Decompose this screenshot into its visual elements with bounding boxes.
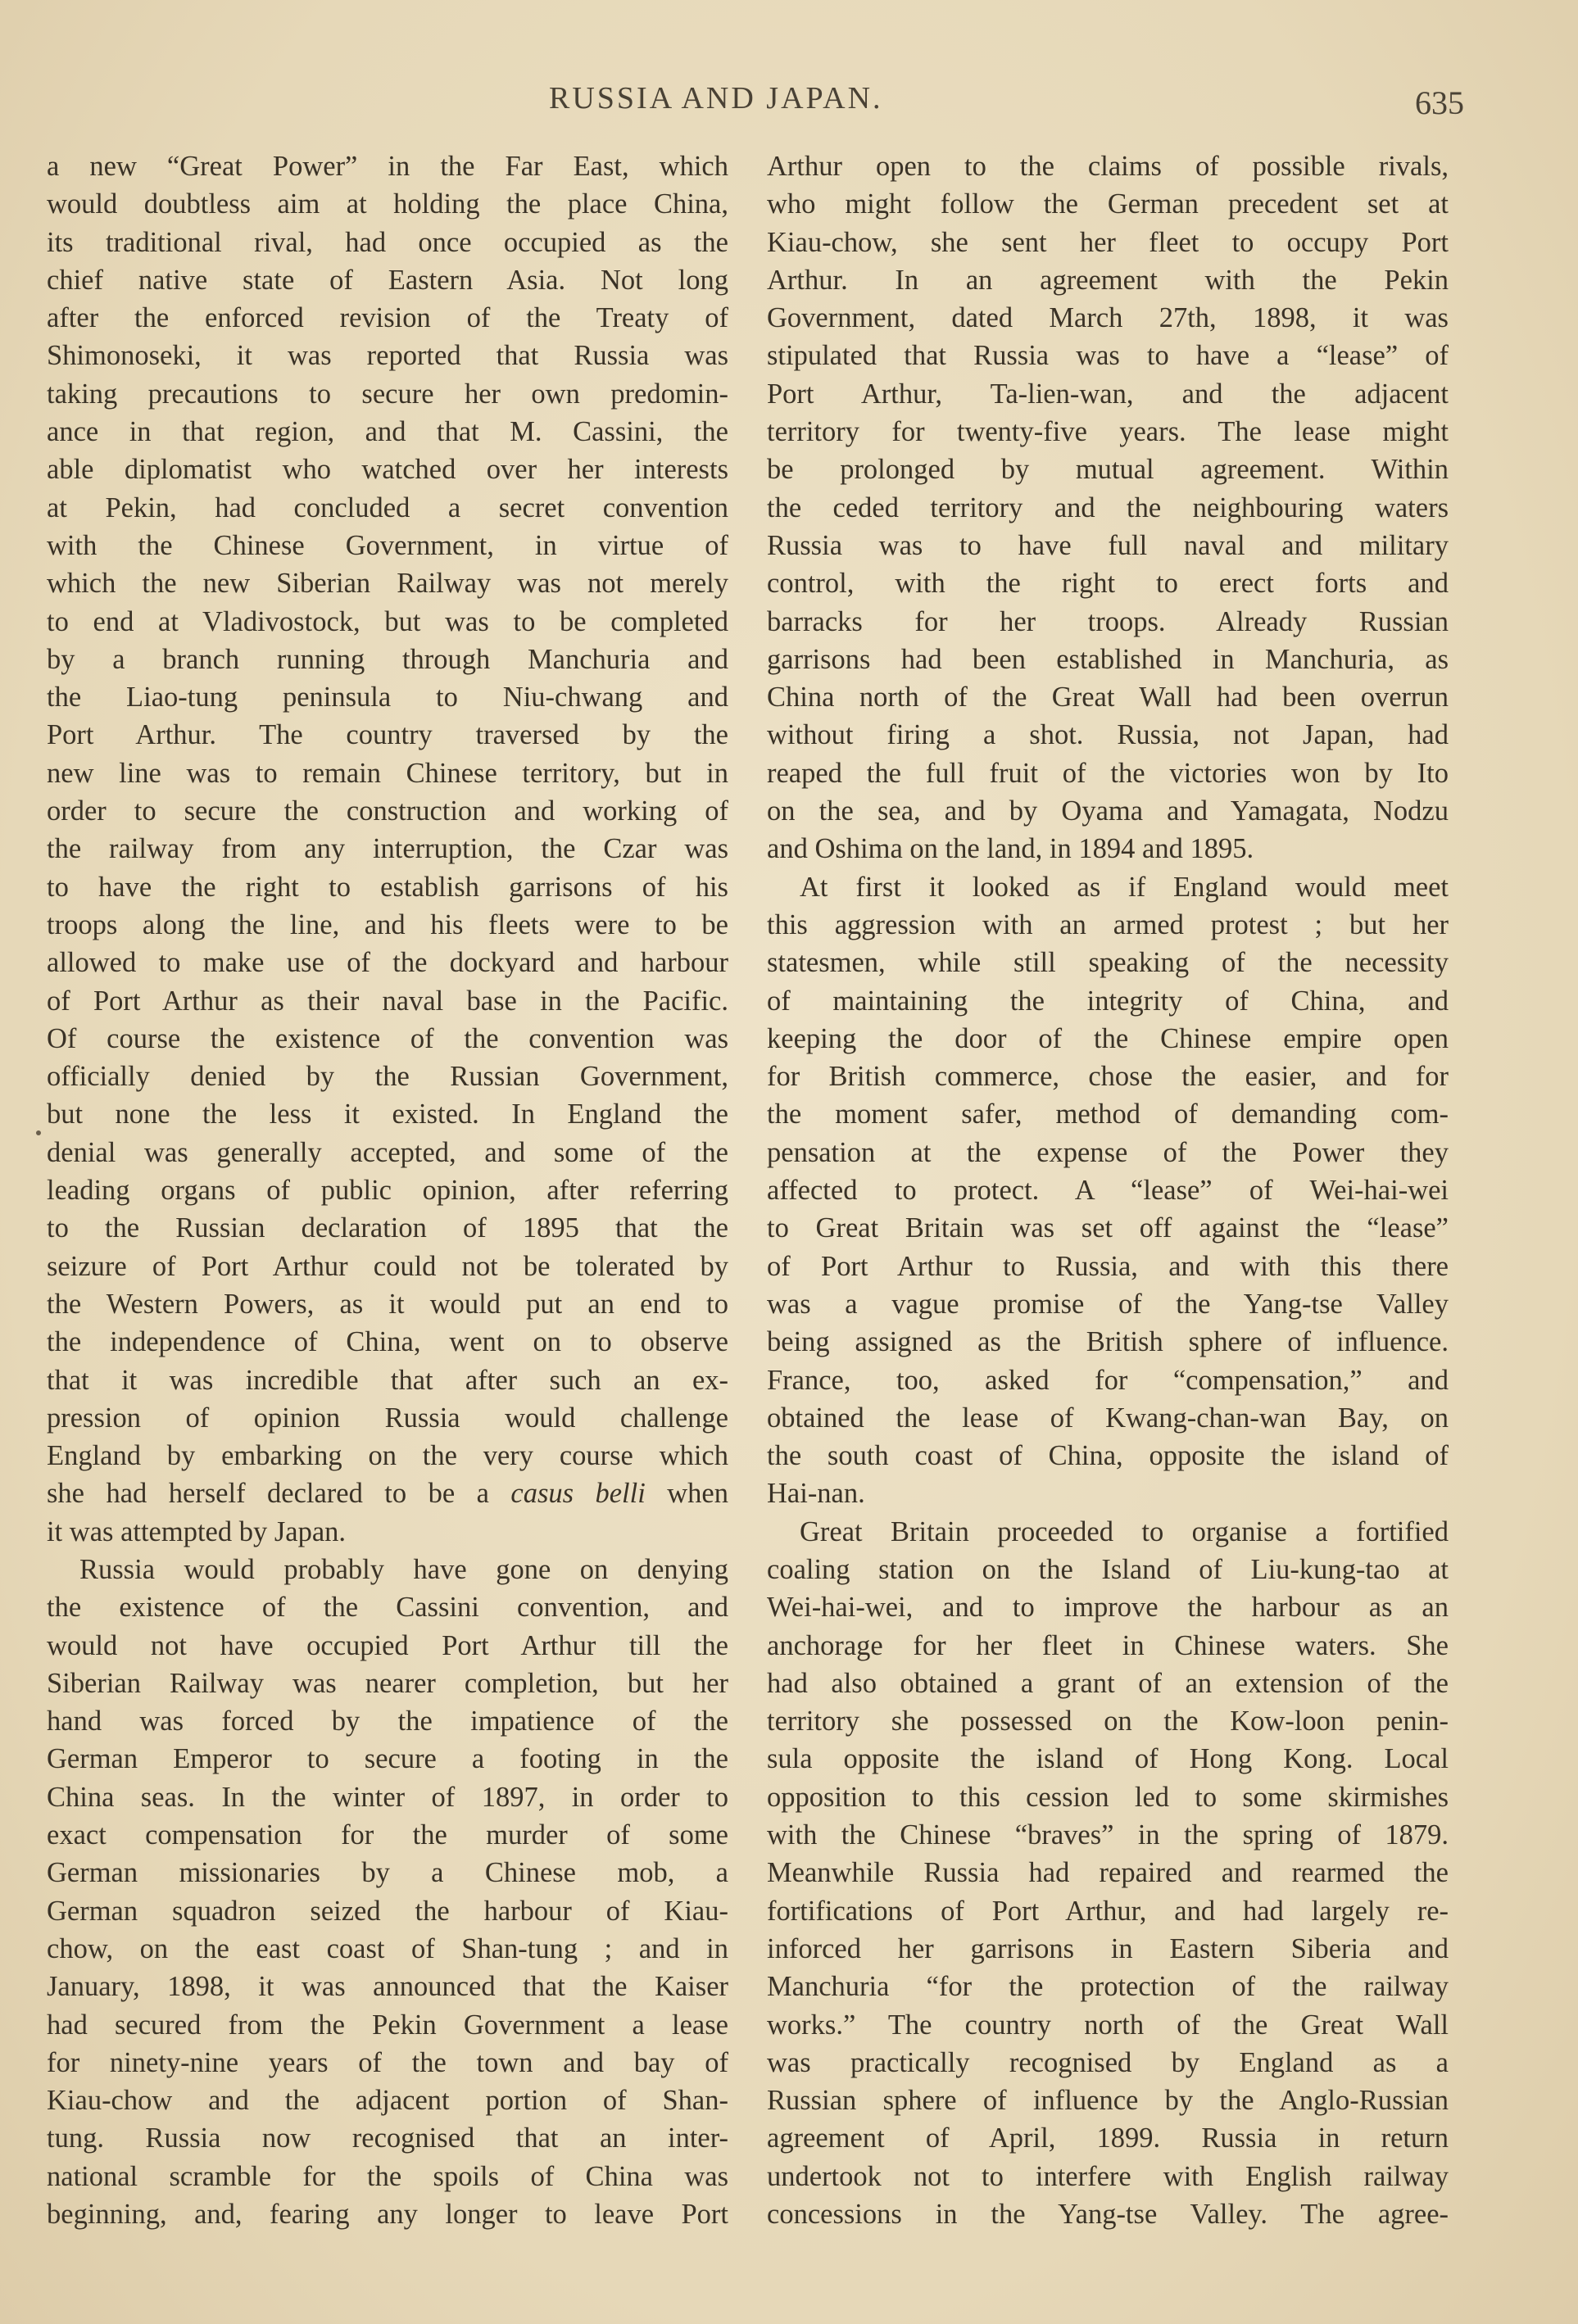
text-line: Port Arthur, Ta-lien-wan, and the adjacent <box>767 378 1449 410</box>
text-line: of Port Arthur as their naval base in the Pacific. <box>47 985 728 1017</box>
text-line: the south coast of China, opposite the island of <box>767 1440 1449 1472</box>
text-line: hand was forced by the impatience of the <box>47 1706 728 1737</box>
text-line: China seas. In the winter of 1897, in order to <box>47 1781 728 1813</box>
text-line: to Great Britain was set off against the “lease” <box>767 1212 1449 1244</box>
text-line: the Liao-tung peninsula to Niu-chwang and <box>47 682 728 714</box>
text-line: Wei-hai-wei, and to improve the harbour as an <box>767 1592 1449 1624</box>
text-line: the independence of China, went on to observe <box>47 1326 728 1358</box>
text-line: pensation at the expense of the Power they <box>767 1136 1449 1168</box>
text-line: being assigned as the British sphere of influence. <box>767 1326 1449 1358</box>
text-line: for ninety-nine years of the town and bay of <box>47 2046 728 2078</box>
text-line: exact compensation for the murder of some <box>47 1819 728 1851</box>
text-line: pression of opinion Russia would challenge <box>47 1402 728 1434</box>
text-line: that it was incredible that after such an ex- <box>47 1364 728 1396</box>
text-line: inforced her garrisons in Eastern Siberia and <box>767 1932 1449 1964</box>
text-line: obtained the lease of Kwang-chan-wan Bay, on <box>767 1402 1449 1434</box>
text-line: to have the right to establish garrisons of his <box>47 871 728 903</box>
text-line: she had herself declared to be a casus belli when <box>47 1478 728 1510</box>
text-line: Of course the existence of the convention was <box>47 1022 728 1054</box>
text-line: Meanwhile Russia had repaired and rearmed the <box>767 1857 1449 1889</box>
text-line: Kiau-chow and the adjacent portion of Shan- <box>47 2085 728 2117</box>
text-line: Russian sphere of influence by the Anglo-Russian <box>767 2085 1449 2117</box>
text-line: tung. Russia now recognised that an inter- <box>47 2122 728 2154</box>
text-line: national scramble for the spoils of China was <box>47 2160 728 2192</box>
text-line: Government, dated March 27th, 1898, it was <box>767 302 1449 334</box>
text-line: denial was generally accepted, and some of the <box>47 1136 728 1168</box>
text-line: At first it looked as if England would meet <box>800 871 1449 903</box>
text-line: Arthur. In an agreement with the Pekin <box>767 264 1449 296</box>
italic-phrase: casus belli <box>510 1478 646 1510</box>
text-line: German missionaries by a Chinese mob, a <box>47 1857 728 1889</box>
text-line: of maintaining the integrity of China, and <box>767 985 1449 1017</box>
text-line: anchorage for her fleet in Chinese waters. She <box>767 1629 1449 1661</box>
text-line: seizure of Port Arthur could not be tolerated by <box>47 1250 728 1282</box>
text-line: after the enforced revision of the Treaty of <box>47 302 728 334</box>
text-line: the existence of the Cassini convention, and <box>47 1592 728 1624</box>
text-line: on the sea, and by Oyama and Yamagata, Nodzu <box>767 795 1449 827</box>
text-line: Great Britain proceeded to organise a fortified <box>800 1515 1449 1547</box>
text-line: would not have occupied Port Arthur till the <box>47 1629 728 1661</box>
text-line: leading organs of public opinion, after referring <box>47 1175 728 1207</box>
text-line: which the new Siberian Railway was not merely <box>47 568 728 600</box>
text-line: had also obtained a grant of an extension of the <box>767 1667 1449 1699</box>
text-line: with the Chinese “braves” in the spring of 1879. <box>767 1819 1449 1851</box>
text-line: fortifications of Port Arthur, and had largely re- <box>767 1895 1449 1927</box>
text-line: and Oshima on the land, in 1894 and 1895. <box>767 833 1254 865</box>
running-head <box>0 80 1578 121</box>
text-line: territory she possessed on the Kow-loon penin- <box>767 1706 1449 1737</box>
text-line: Port Arthur. The country traversed by the <box>47 719 728 751</box>
text-line: troops along the line, and his fleets were to be <box>47 908 728 940</box>
text-line: was practically recognised by England as a <box>767 2046 1449 2078</box>
text-line: its traditional rival, had once occupied as the <box>47 226 728 258</box>
text-line: the railway from any interruption, the Czar was <box>47 833 728 865</box>
text-line: stipulated that Russia was to have a “lease” of <box>767 340 1449 372</box>
text-line: coaling station on the Island of Liu-kung-tao at <box>767 1553 1449 1585</box>
text-line: to the Russian declaration of 1895 that the <box>47 1212 728 1244</box>
text-line: to end at Vladivostock, but was to be completed <box>47 605 728 637</box>
text-line: territory for twenty-five years. The lease might <box>767 416 1449 448</box>
text-line: for British commerce, chose the easier, and for <box>767 1061 1449 1093</box>
text-line: the Western Powers, as it would put an end to <box>47 1288 728 1320</box>
text-line: China north of the Great Wall had been overrun <box>767 682 1449 714</box>
right-text-column <box>767 147 1449 2261</box>
text-line: allowed to make use of the dockyard and harbour <box>47 947 728 979</box>
text-line: order to secure the construction and working of <box>47 795 728 827</box>
text-line: agreement of April, 1899. Russia in return <box>767 2122 1449 2154</box>
text-line: be prolonged by mutual agreement. Within <box>767 454 1449 486</box>
text-line: statesmen, while still speaking of the necessity <box>767 947 1449 979</box>
text-line: affected to protect. A “lease” of Wei-hai-wei <box>767 1175 1449 1207</box>
text-line: this aggression with an armed protest ; but her <box>767 908 1449 940</box>
text-line: undertook not to interfere with English railway <box>767 2160 1449 2192</box>
text-line: January, 1898, it was announced that the Kaiser <box>47 1971 728 2003</box>
text-line: new line was to remain Chinese territory, but in <box>47 757 728 789</box>
text-line: had secured from the Pekin Government a lease <box>47 2009 728 2041</box>
text-line: keeping the door of the Chinese empire open <box>767 1022 1449 1054</box>
text-line: German squadron seized the harbour of Kiau- <box>47 1895 728 1927</box>
text-line: France, too, asked for “compensation,” and <box>767 1364 1449 1396</box>
text-line: but none the less it existed. In England the <box>47 1099 728 1130</box>
text-line: works.” The country north of the Great Wall <box>767 2009 1449 2041</box>
running-title: RUSSIA AND JAPAN. <box>549 81 883 116</box>
text-line: beginning, and, fearing any longer to leave Port <box>47 2199 728 2231</box>
text-line: opposition to this cession led to some skirmishes <box>767 1781 1449 1813</box>
text-line: it was attempted by Japan. <box>47 1515 347 1547</box>
text-line: Shimonoseki, it was reported that Russia was <box>47 340 728 372</box>
text-line: the moment safer, method of demanding com- <box>767 1099 1449 1130</box>
text-line: garrisons had been established in Manchuria, as <box>767 643 1449 675</box>
text-line: at Pekin, had concluded a secret convention <box>47 492 728 523</box>
text-line: ance in that region, and that M. Cassini, the <box>47 416 728 448</box>
page-number: 635 <box>1415 84 1464 121</box>
text-line: was a vague promise of the Yang-tse Valley <box>767 1288 1449 1320</box>
text-line: the ceded territory and the neighbouring waters <box>767 492 1449 523</box>
text-line: concessions in the Yang-tse Valley. The agree- <box>767 2199 1449 2231</box>
ink-speck <box>36 1130 41 1135</box>
text-line: Hai-nan. <box>767 1478 865 1510</box>
text-line: by a branch running through Manchuria and <box>47 643 728 675</box>
text-line: Kiau-chow, she sent her fleet to occupy Port <box>767 226 1449 258</box>
text-line: officially denied by the Russian Government, <box>47 1061 728 1093</box>
text-line: chief native state of Eastern Asia. Not long <box>47 264 728 296</box>
text-line: would doubtless aim at holding the place China, <box>47 188 728 220</box>
text-line: of Port Arthur to Russia, and with this there <box>767 1250 1449 1282</box>
text-line: England by embarking on the very course which <box>47 1440 728 1472</box>
text-line: reaped the full fruit of the victories won by Ito <box>767 757 1449 789</box>
text-line: Arthur open to the claims of possible rivals, <box>767 151 1449 182</box>
text-line: Russia would probably have gone on denying <box>79 1553 728 1585</box>
text-line: with the Chinese Government, in virtue of <box>47 529 728 561</box>
text-line: control, with the right to erect forts and <box>767 568 1449 600</box>
text-line: who might follow the German precedent set at <box>767 188 1449 220</box>
text-line: Manchuria “for the protection of the railway <box>767 1971 1449 2003</box>
left-text-column <box>47 147 728 2261</box>
text-line: Russia was to have full naval and military <box>767 529 1449 561</box>
text-line: without firing a shot. Russia, not Japan, had <box>767 719 1449 751</box>
text-line: barracks for her troops. Already Russian <box>767 605 1449 637</box>
text-line: Siberian Railway was nearer completion, but her <box>47 1667 728 1699</box>
text-line: sula opposite the island of Hong Kong. Local <box>767 1743 1449 1775</box>
text-line: able diplomatist who watched over her interests <box>47 454 728 486</box>
text-line: German Emperor to secure a footing in the <box>47 1743 728 1775</box>
text-line: taking precautions to secure her own predomin- <box>47 378 728 410</box>
text-line: chow, on the east coast of Shan-tung ; and in <box>47 1932 728 1964</box>
text-line: a new “Great Power” in the Far East, which <box>47 151 728 182</box>
